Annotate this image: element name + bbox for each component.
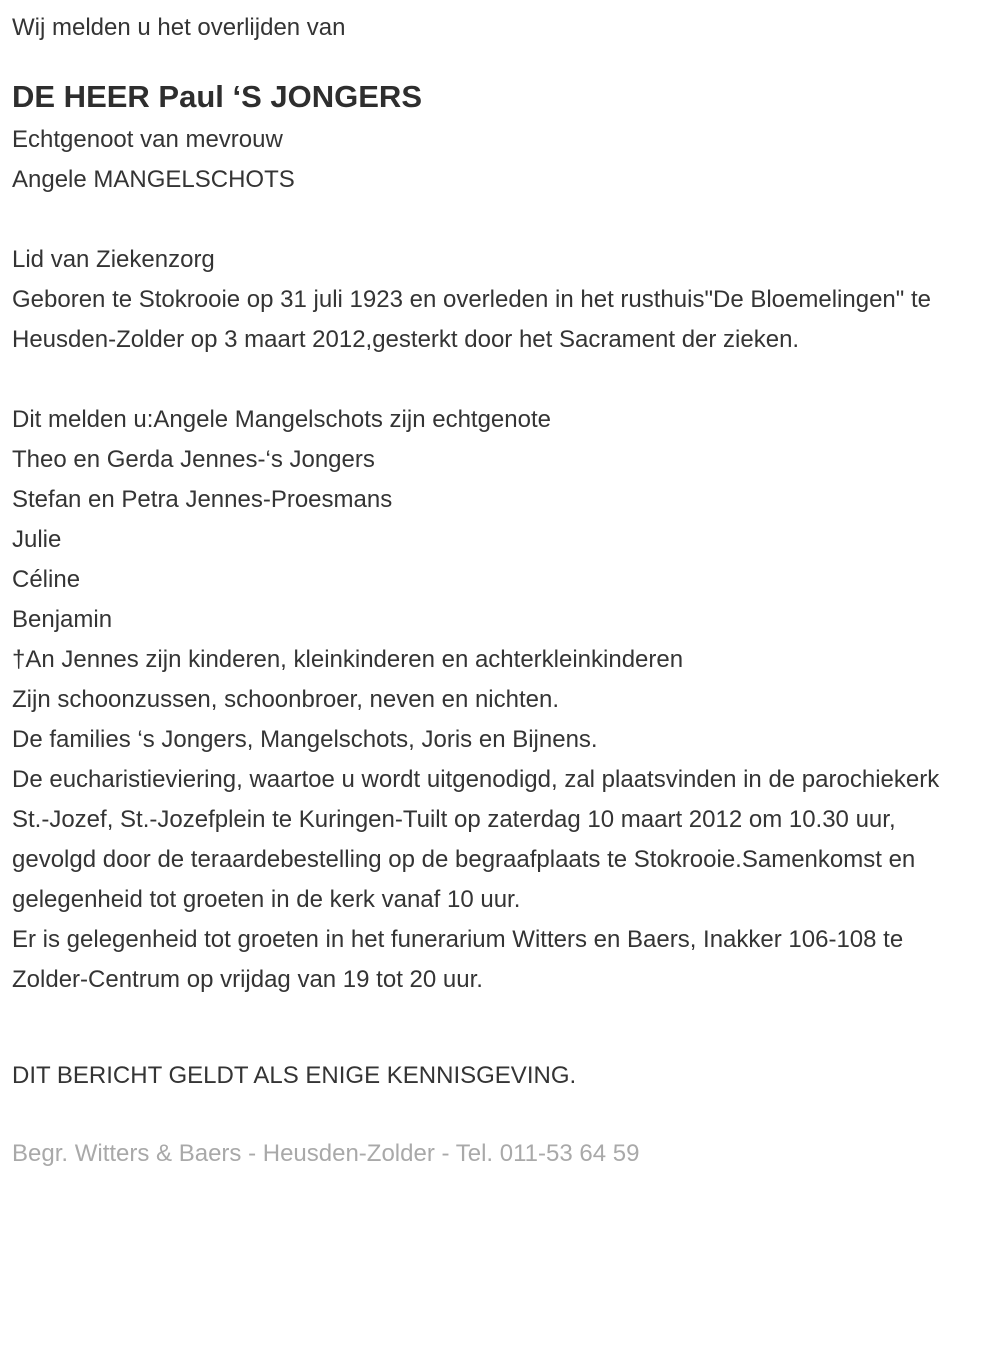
family-line: De families ‘s Jongers, Mangelschots, Joris en Bijnens. (12, 726, 598, 753)
spouse-relation-line: Echtgenoot van mevrouw (12, 126, 283, 153)
service-paragraph: De eucharistieviering, waartoe u wordt uitgenodigd, zal plaatsvinden in de parochiekerk St.-Jozef, St.-Jozefplein te Kuringen-Tuilt op zaterdag 10 maart 2012 om 10.30 uur, gevolgd door de teraardebestelling op de begraafplaats te Stokrooie.Samenkomst en gelegenheid tot groeten in de kerk vanaf 10 uur. (12, 766, 940, 913)
family-line: Céline (12, 566, 81, 593)
family-line: Dit melden u:Angele Mangelschots zijn echtgenote (12, 406, 551, 433)
notice-line: DIT BERICHT GELDT ALS ENIGE KENNISGEVING. (12, 1062, 577, 1089)
family-line: †An Jennes zijn kinderen, kleinkinderen en achterkleinkinderen (12, 646, 684, 673)
family-line: Stefan en Petra Jennes-Proesmans (12, 486, 393, 513)
footer-line: Begr. Witters & Baers - Heusden-Zolder - Tel. 011-53 64 59 (12, 1140, 640, 1167)
birth-death-paragraph: Geboren te Stokrooie op 31 juli 1923 en overleden in het rusthuis"De Bloemelingen" te Heusden-Zolder op 3 maart 2012,gesterkt door het Sacrament der zieken. (12, 286, 931, 353)
family-line: Zijn schoonzussen, schoonbroer, neven en nichten. (12, 686, 560, 713)
deceased-name: DE HEER Paul ‘S JONGERS (12, 79, 422, 114)
family-line: Julie (12, 526, 62, 553)
family-list (12, 400, 960, 760)
family-line: Theo en Gerda Jennes-‘s Jongers (12, 446, 375, 473)
membership-line: Lid van Ziekenzorg (12, 246, 215, 273)
spouse-name-line: Angele MANGELSCHOTS (12, 166, 295, 193)
family-line: Benjamin (12, 606, 113, 633)
funerarium-paragraph: Er is gelegenheid tot groeten in het funerarium Witters en Baers, Inakker 106-108 te Zolder-Centrum op vrijdag van 19 tot 20 uur. (12, 926, 904, 993)
intro-line: Wij melden u het overlijden van (12, 14, 346, 41)
